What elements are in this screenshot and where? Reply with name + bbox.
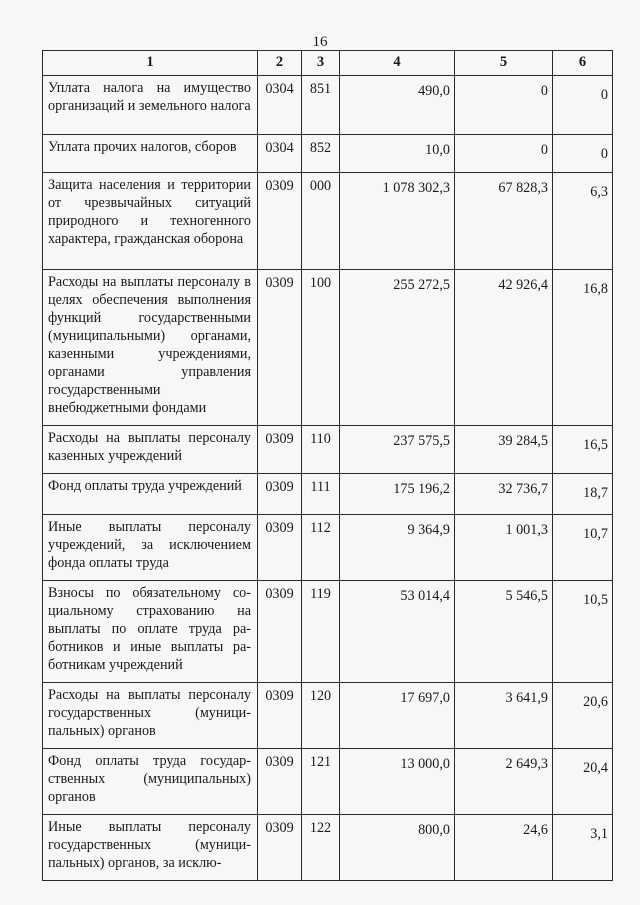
table-row [43, 683, 613, 749]
row-plan-value: 1 078 302,3 [340, 173, 455, 270]
row-description: Уплата налога на имущество организаций и земельного налога [43, 76, 258, 135]
row-description: Расходы на выплаты персоналу государственных (муниципальных) органов [43, 683, 258, 749]
row-section-code: 0309 [258, 581, 302, 683]
row-plan-value: 17 697,0 [340, 683, 455, 749]
row-description: Иные выплаты персоналу учреждений, за исключением фонда оплаты труда [43, 515, 258, 581]
budget-table [42, 50, 613, 881]
row-percent: 10,7 [553, 515, 613, 581]
row-plan-value: 490,0 [340, 76, 455, 135]
table-row [43, 581, 613, 683]
row-section-code: 0309 [258, 815, 302, 881]
row-section-code: 0309 [258, 426, 302, 474]
row-plan-value: 800,0 [340, 815, 455, 881]
header-col-6: 6 [553, 51, 613, 76]
row-percent: 0 [553, 135, 613, 173]
row-expense-code: 851 [302, 76, 340, 135]
row-plan-value: 13 000,0 [340, 749, 455, 815]
row-section-code: 0309 [258, 515, 302, 581]
row-actual-value: 5 546,5 [455, 581, 553, 683]
table-row [43, 426, 613, 474]
row-plan-value: 237 575,5 [340, 426, 455, 474]
row-percent: 20,4 [553, 749, 613, 815]
row-expense-code: 112 [302, 515, 340, 581]
header-col-3: 3 [302, 51, 340, 76]
row-description: Иные выплаты персоналу государственных (муниципальных) органов, за исклю- [43, 815, 258, 881]
row-percent: 18,7 [553, 474, 613, 515]
row-plan-value: 53 014,4 [340, 581, 455, 683]
row-percent: 10,5 [553, 581, 613, 683]
row-section-code: 0309 [258, 270, 302, 426]
row-description: Взносы по обязательному социальному страхованию на выплаты по оплате труда работников и иные выплаты работникам учреждений [43, 581, 258, 683]
row-percent: 0 [553, 76, 613, 135]
row-section-code: 0309 [258, 749, 302, 815]
table-row [43, 135, 613, 173]
row-plan-value: 9 364,9 [340, 515, 455, 581]
row-actual-value: 39 284,5 [455, 426, 553, 474]
header-col-2: 2 [258, 51, 302, 76]
header-col-1: 1 [43, 51, 258, 76]
row-section-code: 0304 [258, 135, 302, 173]
row-expense-code: 121 [302, 749, 340, 815]
row-expense-code: 000 [302, 173, 340, 270]
row-description: Расходы на выплаты персоналу в целях обеспечения выполнения функций государственными (муниципальными) органами, казенными учреждениями, органами управления государственными внебюджетными фондами [43, 270, 258, 426]
table-row [43, 76, 613, 135]
row-actual-value: 24,6 [455, 815, 553, 881]
row-actual-value: 67 828,3 [455, 173, 553, 270]
row-percent: 3,1 [553, 815, 613, 881]
header-col-5: 5 [455, 51, 553, 76]
row-description: Фонд оплаты труда государственных (муниципальных) органов [43, 749, 258, 815]
row-expense-code: 120 [302, 683, 340, 749]
row-description: Защита населения и территории от чрезвычайных ситуаций природного и техногенного характера, гражданская оборона [43, 173, 258, 270]
row-actual-value: 0 [455, 76, 553, 135]
row-plan-value: 255 272,5 [340, 270, 455, 426]
table-row [43, 515, 613, 581]
table-row [43, 173, 613, 270]
row-description: Фонд оплаты труда учреждений [43, 474, 258, 515]
row-actual-value: 0 [455, 135, 553, 173]
budget-table-container [42, 50, 612, 881]
row-section-code: 0309 [258, 683, 302, 749]
row-description: Уплата прочих налогов, сборов [43, 135, 258, 173]
row-percent: 16,8 [553, 270, 613, 426]
header-col-4: 4 [340, 51, 455, 76]
row-expense-code: 119 [302, 581, 340, 683]
table-row [43, 815, 613, 881]
row-expense-code: 100 [302, 270, 340, 426]
row-section-code: 0309 [258, 173, 302, 270]
row-actual-value: 3 641,9 [455, 683, 553, 749]
row-expense-code: 111 [302, 474, 340, 515]
row-section-code: 0304 [258, 76, 302, 135]
row-actual-value: 1 001,3 [455, 515, 553, 581]
row-percent: 16,5 [553, 426, 613, 474]
row-expense-code: 110 [302, 426, 340, 474]
row-section-code: 0309 [258, 474, 302, 515]
row-actual-value: 32 736,7 [455, 474, 553, 515]
row-percent: 6,3 [553, 173, 613, 270]
row-plan-value: 10,0 [340, 135, 455, 173]
row-plan-value: 175 196,2 [340, 474, 455, 515]
row-expense-code: 122 [302, 815, 340, 881]
row-expense-code: 852 [302, 135, 340, 173]
table-row [43, 749, 613, 815]
header-row [43, 51, 613, 76]
row-description: Расходы на выплаты персоналу казенных учреждений [43, 426, 258, 474]
row-percent: 20,6 [553, 683, 613, 749]
row-actual-value: 42 926,4 [455, 270, 553, 426]
page-number: 16 [312, 34, 328, 50]
table-row [43, 474, 613, 515]
row-actual-value: 2 649,3 [455, 749, 553, 815]
table-row [43, 270, 613, 426]
